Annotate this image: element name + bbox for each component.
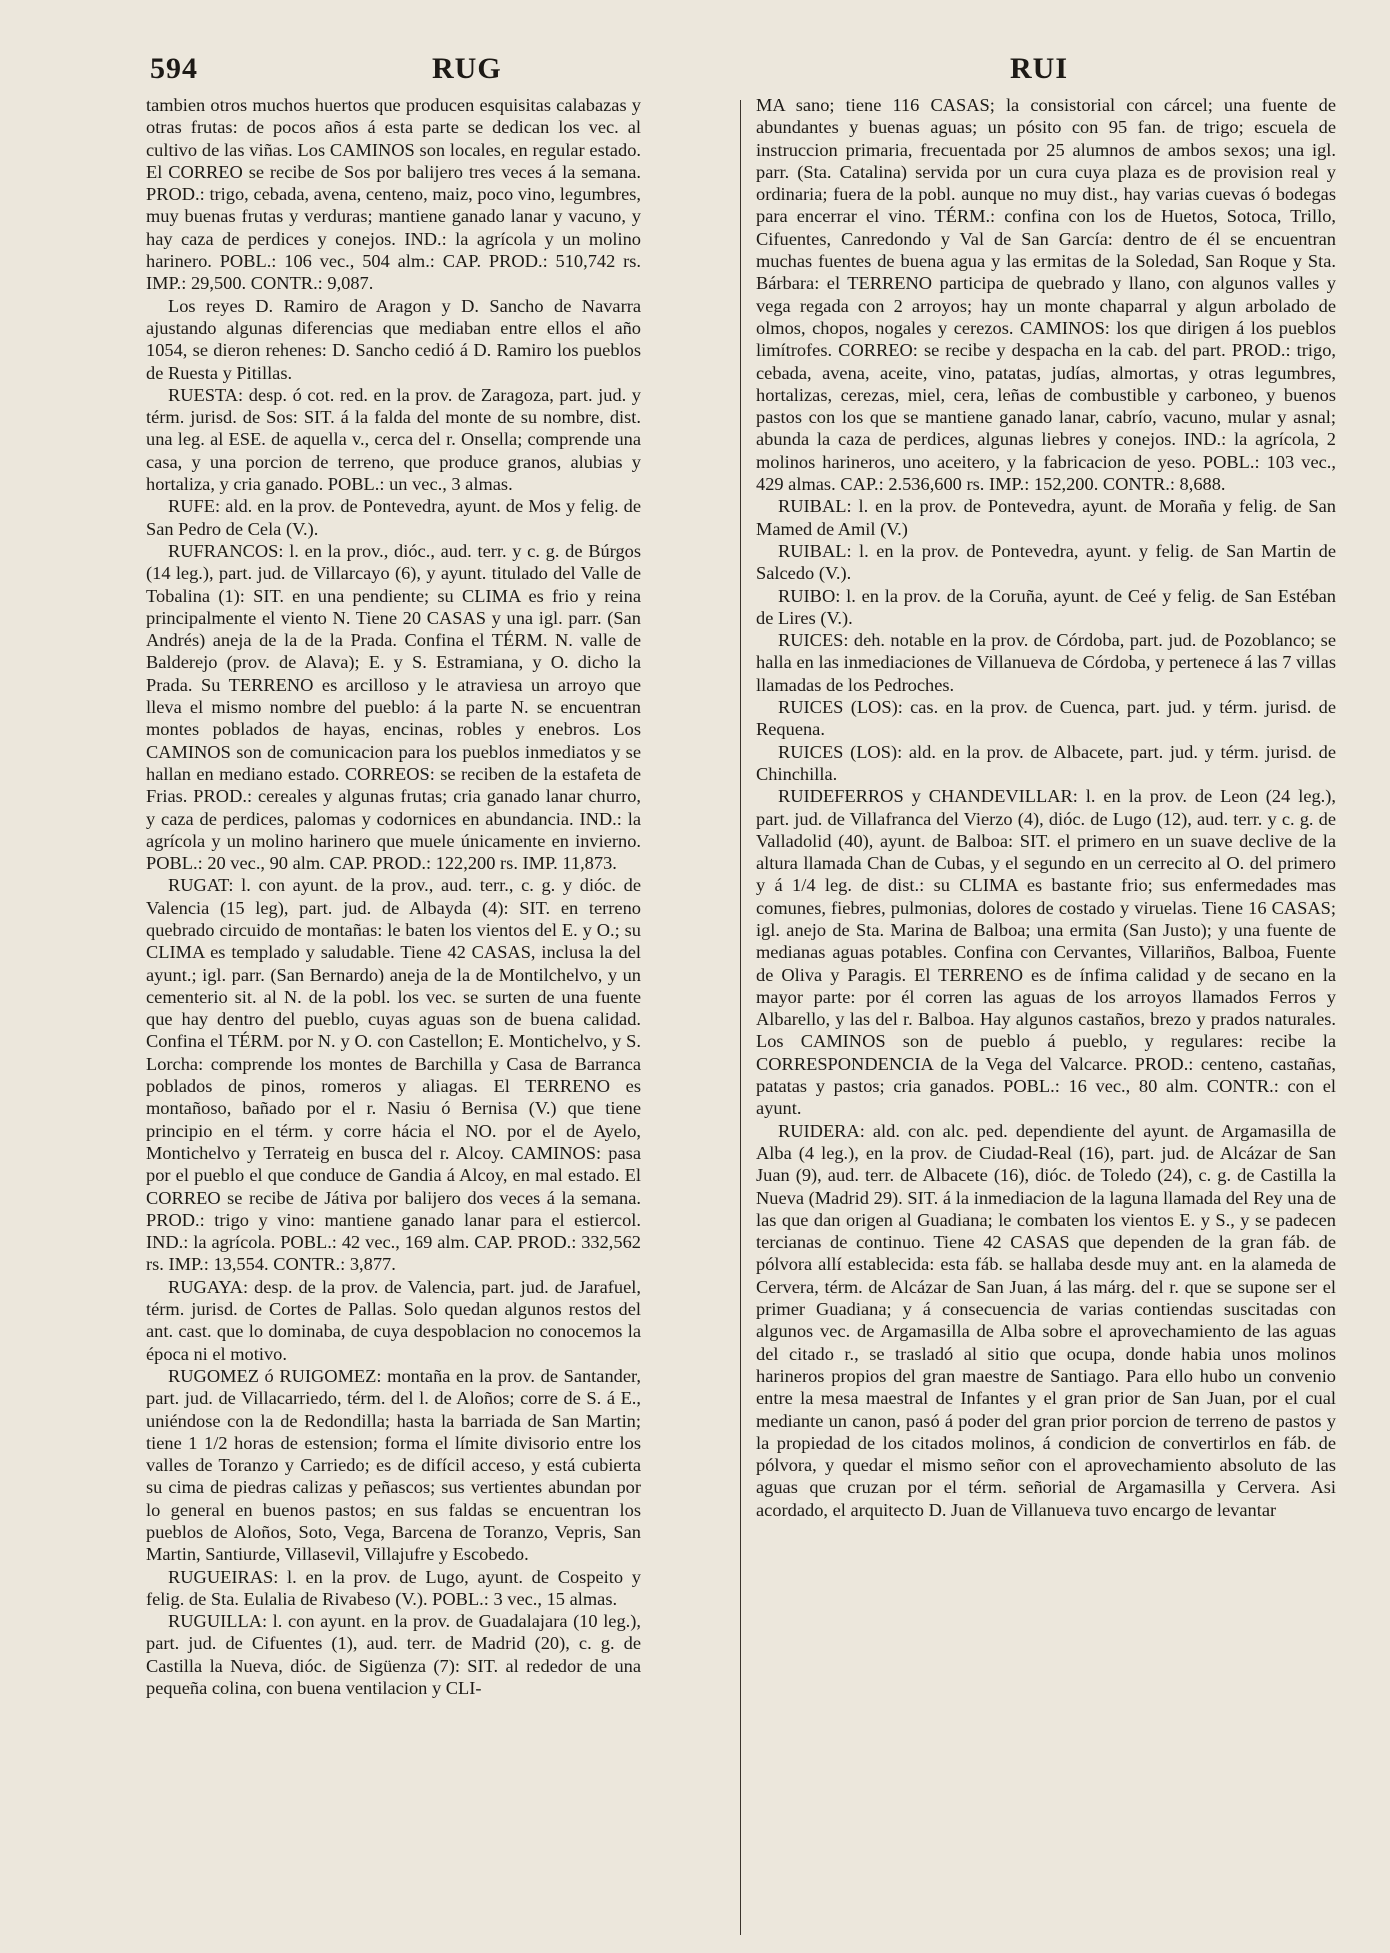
entry-text: MA sano; tiene 116 CASAS; la consistorial con cárcel; una fuente de abundantes y buenas aguas; un pósito con 95 fan. de trigo; escuela de instruccion primaria, frecuentada por 25 alumnos de ambos sexos; una igl. parr. (Sta. Catalina) servida por un cura cuya plaza es de provision real y ordinaria; fuera de la pobl. aunque no muy dist., hay varias cuevas ó bodegas para encerrar el vino. TÉRM.: confina con los de Huetos, Sotoca, Trillo, Cifuentes, Canredondo y Val de San García: dentro de él se encuentran muchas fuentes de buena agua y las ermitas de la Soledad, San Roque y Sta. Bárbara: el TERRENO participa de quebrado y llano, con algunos valles y vega regada con 2 arroyos; hay un monte chaparral y algun arbolado de olmos, chopos, nogales y cerezos. CAMINOS: los que dirigen á los pueblos limítrofes. CORREO: se recibe y despacha en la cab. del part. PROD.: trigo, cebada, avena, aceite, vino, patatas, judías, almortas, y otras legumbres, hortalizas, cerezas, miel, cera, leñas de combustible y carboneo, y buenos pastos con los que se mantiene ganado lanar, cabrío, vacuno, mular y asnal; abunda la caza de perdices, algunas liebres y conejos. IND.: la agrícola, 2 molinos harineros, uno aceitero, y la fabricacion de yeso. POBL.: 103 vec., 429 almas. CAP.: 2.536,600 rs. IMP.: 152,200. CONTR.: 8,688. [756,95,1336,495]
entry-ruices-los-albacete: RUICES (LOS): ald. en la prov. de Albacete, part. jud. y térm. jurisd. de Chinchilla. [756,741,1336,784]
entry-rugaya: RUGAYA: desp. de la prov. de Valencia, part. jud. de Jarafuel, térm. jurisd. de Cortes de Pallas. Solo quedan algunos restos del ant. cast. que lo dominaba, de cuya despoblacion no conocemos la época ni el motivo. [146,1276,641,1364]
entry-text: Los reyes D. Ramiro de Aragon y D. Sancho de Navarra ajustando algunas diferencias que mediaban entre ellos el año 1054, se dieron rehenes: D. Sancho cedió á D. Ramiro los pueblos de Ruesta y Pitillas. [146,295,641,383]
entry-rufrancos: RUFRANCOS: l. en la prov., dióc., aud. terr. y c. g. de Búrgos (14 leg.), part. jud. de Villarcayo (6), y ayunt. titulado del Valle de Tobalina (1): SIT. en una pendiente; su CLIMA es frio y reina principalmente el viento N. Tiene 20 CASAS y una igl. parr. (San Andrés) aneja de la de la Prada. Confina el TÉRM. N. valle de Balderejo (prov. de Alava); E. y S. Estramiana, y O. dicho la Prada. Su TERRENO es arcilloso y le atraviesa un arroyo que lleva el mismo nombre del pueblo: á la parte N. se encuentran montes poblados de hayas, encinas, robles y enebros. Los CAMINOS son de comunicacion para los pueblos inmediatos y se hallan en mediano estado. CORREOS: se reciben de la estafeta de Frias. PROD.: cereales y algunas frutas; cria ganado lanar churro, y caza de perdices, palomas y codornices en abundancia. IND.: la agrícola y un molino harinero que muele únicamente en invierno. POBL.: 20 vec., 90 alm. CAP. PROD.: 122,200 rs. IMP. 11,873. [146,540,641,874]
page-number: 594 [150,52,198,85]
entry-ruibo: RUIBO: l. en la prov. de la Coruña, ayunt. de Ceé y felig. de San Estéban de Lires (V.). [756,585,1336,628]
entry-rugat: RUGAT: l. con ayunt. de la prov., aud. terr., c. g. y dióc. de Valencia (15 leg), part. jud. de Albayda (4): SIT. en terreno quebrado circuido de montañas: le baten los vientos del E. y O.; su CLIMA es templado y saludable. Tiene 42 CASAS, inclusa la del ayunt.; igl. parr. (San Bernardo) aneja de la de Montilchelvo, y un cementerio sit. al N. de la pobl. los vec. se surten de una fuente que hay dentro del pueblo, cuyas aguas son de buena calidad. Confina el TÉRM. por N. y O. con Castellon; E. Montichelvo, y S. Lorcha: comprende los montes de Barchilla y Casa de Barranca poblados de pinos, romeros y aliagas. El TERRENO es montañoso, bañado por el r. Nasiu ó Bernisa (V.) que tiene principio en el térm. y corre hácia el NO. por el de Ayelo, Montichelvo y Terrateig en busca del r. Alcoy. CAMINOS: pasa por el pueblo el que conduce de Gandia á Alcoy, en mal estado. El CORREO se recibe de Játiva por balijero dos veces á la semana. PROD.: trigo y vino: mantiene ganado lanar para el estiercol. IND.: la agrícola. POBL.: 42 vec., 169 alm. CAP. PROD.: 332,562 rs. IMP.: 13,554. CONTR.: 3,877. [146,875,641,1275]
right-running-head: RUI [1010,52,1069,85]
entry-ruices-los-cuenca: RUICES (LOS): cas. en la prov. de Cuenca, part. jud. y térm. jurisd. de Requena. [756,697,1336,740]
entry-ruesta: RUESTA: desp. ó cot. red. en la prov. de Zaragoza, part. jud. y térm. jurisd. de Sos: SIT. á la falda del monte de su nombre, dist. una leg. al ESE. de aquella v., cerca del r. Onsella; comprende una casa, y una porcion de terreno, que produce granos, alubias y hortaliza, y cria ganado. POBL.: un vec., 3 almas. [146,384,641,495]
left-column [146,94,641,1699]
entry-ruibal-2: RUIBAL: l. en la prov. de Pontevedra, ayunt. y felig. de San Martin de Salcedo (V.). [756,540,1336,584]
entry-rufe: RUFE: ald. en la prov. de Pontevedra, ayunt. de Mos y felig. de San Pedro de Cela (V.). [146,496,641,539]
left-running-head: RUG [432,52,502,85]
entry-ruideferros: RUIDEFERROS y CHANDEVILLAR: l. en la prov. de Leon (24 leg.), part. jud. de Villafranca del Vierzo (4), dióc. de Lugo (12), aud. terr. y c. g. de Valladolid (40), ayunt. de Balboa: SIT. el primero en un suave declive de la altura llamada Chan de Cubas, y el segundo en un cerrecito al O. del primero y á 1/4 leg. de dist.: su CLIMA es bastante frio; sus enfermedades mas comunes, fiebres, pulmonias, dolores de costado y viruelas. Tiene 16 CASAS; igl. anejo de Sta. Marina de Balboa; una ermita (San Justo); y una fuente de medianas aguas potables. Confina con Cervantes, Villariños, Balboa, Fuente de Oliva y Paragis. El TERRENO es de ínfima calidad y de secano en la mayor parte: por él corren las aguas de los arroyos llamados Ferros y Albarello, y las del r. Balboa. Hay algunos castaños, brezo y prados naturales. Los CAMINOS son de pueblo á pueblo, y regulares: recibe la CORRESPONDENCIA de la Vega del Valcarce. PROD.: centeno, castañas, patatas y pastos; cria ganados. POBL.: 16 vec., 80 alm. CONTR.: con el ayunt. [756,786,1336,1119]
entry-ruibal-1: RUIBAL: l. en la prov. de Pontevedra, ayunt. de Moraña y felig. de San Mamed de Amil (V.) [756,496,1336,539]
entry-ruices: RUICES: deh. notable en la prov. de Córdoba, part. jud. de Pozoblanco; se halla en las inmediaciones de Villanueva de Córdoba, y pertenece á las 7 villas llamadas de los Pedroches. [756,630,1336,695]
entry-ruguilla: RUGUILLA: l. con ayunt. en la prov. de Guadalajara (10 leg.), part. jud. de Cifuentes (1), aud. terr. de Madrid (20), c. g. de Castilla la Nueva, dióc. de Sigüenza (7): SIT. al rededor de una pequeña colina, con buena ventilacion y CLI- [146,1611,641,1699]
column-divider [740,100,741,1935]
right-column [756,94,1336,1521]
entry-rugueiras: RUGUEIRAS: l. en la prov. de Lugo, ayunt. de Cospeito y felig. de Sta. Eulalia de Rivabeso (V.). POBL.: 3 vec., 15 almas. [146,1566,641,1609]
entry-ruidera: RUIDERA: ald. con alc. ped. dependiente del ayunt. de Argamasilla de Alba (4 leg.), en la prov. de Ciudad-Real (16), part. jud. de Alcázar de San Juan (9), aud. terr. de Albacete (16), dióc. de Toledo (24), c. g. de Castilla la Nueva (Madrid 29). SIT. á la inmediacion de la laguna llamada del Rey una de las que dan origen al Guadiana; le combaten los vientos E. y S., y se padecen tercianas de continuo. Tiene 42 CASAS que dependen de la gran fáb. de pólvora allí establecida: esta fáb. se hallaba desde muy ant. en la alameda de Cervera, térm. de Alcázar de San Juan, á las márg. del r. que se supone ser el primer Guadiana; y á consecuencia de varias contiendas suscitadas con algunos vec. de Argamasilla de Alba sobre el aprovechamiento de las aguas del citado r., se trasladó al sitio que ocupa, donde habia unos molinos harineros propios del gran maestre de Santiago. Para ello hubo un convenio entre la mesa maestral de Infantes y el gran prior de San Juan, por el cual mediante un canon, pasó á poder del gran prior porcion de terreno de pastos y la propiedad de los citados molinos, á condicion de convertirlos en fáb. de pólvora, y quedar el mismo señor con el aprovechamiento absoluto de las aguas que cruzan por el térm. señorial de Argamasilla y Cervera. Asi acordado, el arquitecto D. Juan de Villanueva tuvo encargo de levantar [756,1120,1336,1520]
entry-text: tambien otros muchos huertos que producen esquisitas calabazas y otras frutas: de pocos años á esta parte se dedican los vec. al cultivo de las viñas. Los CAMINOS son locales, en regular estado. El CORREO se recibe de Sos por balijero tres veces á la semana. PROD.: trigo, cebada, avena, centeno, maiz, poco vino, legumbres, muy buenas frutas y verduras; mantiene ganado lanar y vacuno, y hay caza de perdices y conejos. IND.: la agrícola y un molino harinero. POBL.: 106 vec., 504 alm.: CAP. PROD.: 510,742 rs. IMP.: 29,500. CONTR.: 9,087. [146,95,641,294]
entry-rugomez: RUGOMEZ ó RUIGOMEZ: montaña en la prov. de Santander, part. jud. de Villacarriedo, térm. del l. de Aloños; corre de S. á E., uniéndose con la de Redondilla; hasta la barriada de San Martin; tiene 1 1/2 horas de estension; forma el límite divisorio entre los valles de Toranzo y Carriedo; es de difícil acceso, y está cubierta su cima de piedras calizas y peñascos; sus vertientes abundan por lo general en buenos pastos; en sus faldas se encuentran los pueblos de Aloños, Soto, Vega, Barcena de Toranzo, Vepris, San Martin, Santiurde, Villasevil, Villajufre y Escobedo. [146,1365,641,1565]
